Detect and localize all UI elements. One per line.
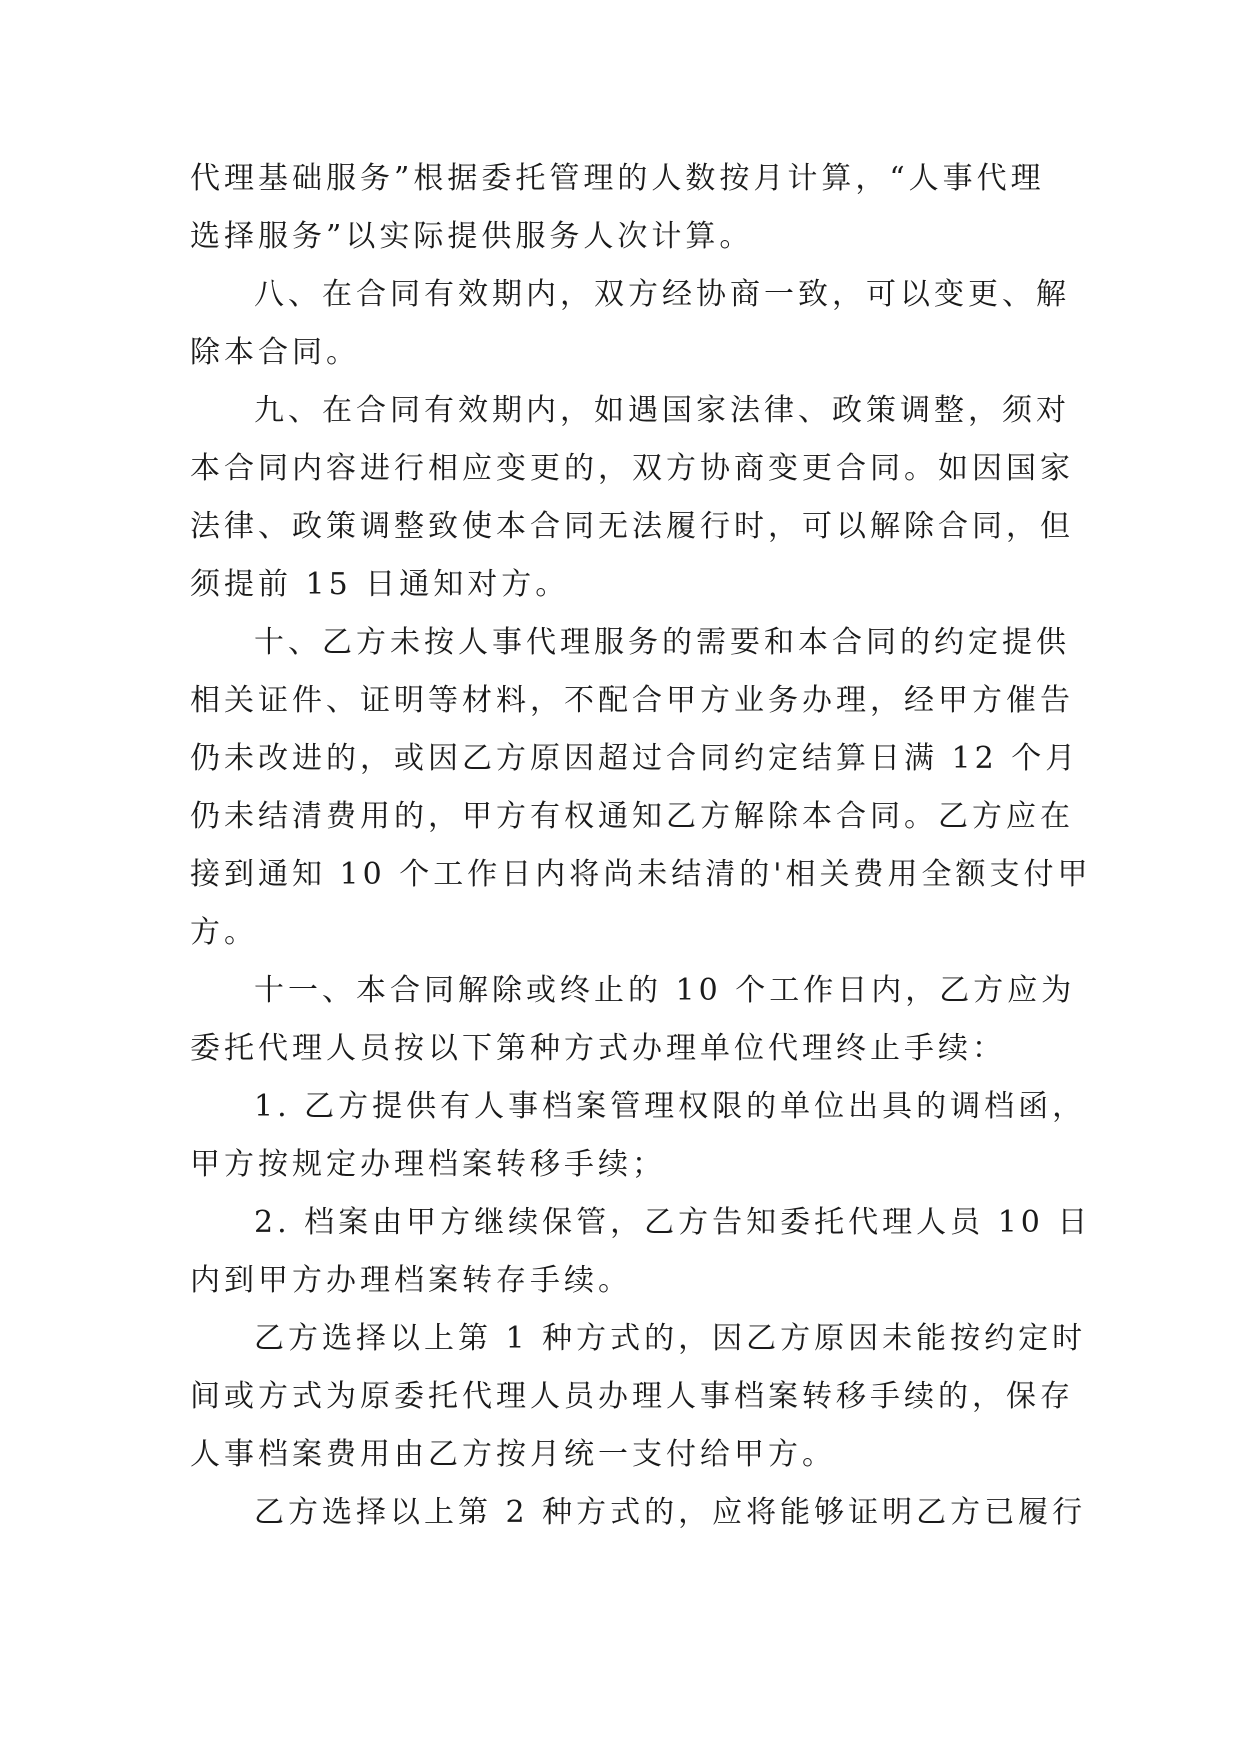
text-line: 代理基础服务”根据委托管理的人数按月计算，“人事代理 [190, 161, 1045, 196]
text-line: 甲方按规定办理档案转移手续； [190, 1147, 666, 1182]
text-line: 方。 [190, 915, 258, 950]
text-line: 十一、本合同解除或终止的 10 个工作日内，乙方应为 [254, 973, 1076, 1008]
document-body [190, 150, 1092, 1542]
text-line: 选择服务”以实际提供服务人次计算。 [190, 219, 754, 254]
text-line: 十、乙方未按人事代理服务的需要和本合同的约定提供 [254, 625, 1070, 660]
text-line: 法律、政策调整致使本合同无法履行时，可以解除合同，但 [190, 509, 1074, 544]
text-line: 内到甲方办理档案转存手续。 [190, 1263, 632, 1298]
text-line: 八、在合同有效期内，双方经协商一致，可以变更、解 [254, 277, 1070, 312]
text-line: 人事档案费用由乙方按月统一支付给甲方。 [190, 1437, 836, 1472]
text-line: 仍未改进的，或因乙方原因超过合同约定结算日满 12 个月 [190, 741, 1080, 776]
text-line: 乙方选择以上第 1 种方式的，因乙方原因未能按约定时 [254, 1321, 1087, 1356]
text-line: 接到通知 10 个工作日内将尚未结清的'相关费用全额支付甲 [190, 857, 1092, 892]
text-line: 委托代理人员按以下第种方式办理单位代理终止手续： [190, 1031, 1006, 1066]
text-line: 2. 档案由甲方继续保管，乙方告知委托代理人员 10 日 [254, 1205, 1092, 1240]
text-line: 本合同内容进行相应变更的，双方协商变更合同。如因国家 [190, 451, 1074, 486]
text-line: 相关证件、证明等材料，不配合甲方业务办理，经甲方催告 [190, 683, 1074, 718]
text-line: 须提前 15 日通知对方。 [190, 567, 570, 602]
text-line: 间或方式为原委托代理人员办理人事档案转移手续的，保存 [190, 1379, 1074, 1414]
text-line: 1. 乙方提供有人事档案管理权限的单位出具的调档函， [254, 1089, 1087, 1124]
text-line: 乙方选择以上第 2 种方式的，应将能够证明乙方已履行 [254, 1495, 1087, 1530]
text-line: 九、在合同有效期内，如遇国家法律、政策调整，须对 [254, 393, 1070, 428]
text-line: 仍未结清费用的，甲方有权通知乙方解除本合同。乙方应在 [190, 799, 1074, 834]
text-line: 除本合同。 [190, 335, 360, 370]
